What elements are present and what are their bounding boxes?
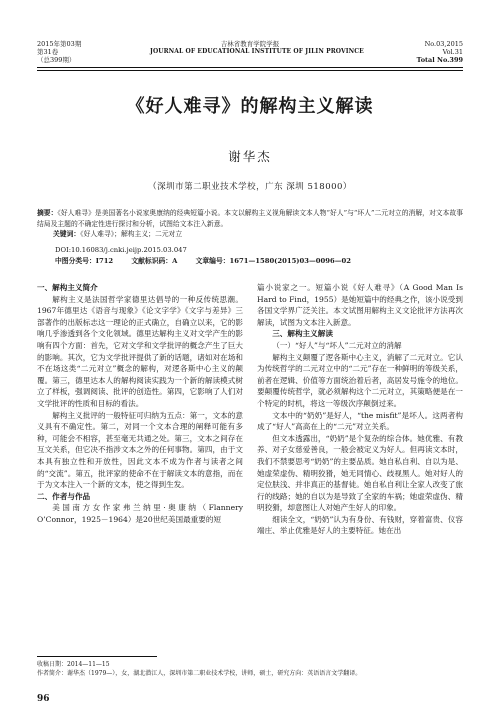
subsection-heading: （一）“好人”与“坏人”二元对立的消解 xyxy=(272,340,402,350)
paragraph: 但文本透露出，“奶奶”是个复杂的综合体。她优雅、有教养、对子女慈爱善良，一般会被定义为好人。但再读文本时，我们不禁要思考“奶奶”的主要品质。她自私自利、自以为是、她虚荣虚伪、精明狡猾，她无同情心、歧视黑人。她对好人的定位肤浅、并非真正的基督徒。她自私自利让全家人改变了旅行的线路；她的自以为是导致了全家的车祸；她虚荣虚伪、精明狡猾，却意图让人对她产生好人的印象。 xyxy=(257,433,463,513)
issue-no-en: No.03,2015 xyxy=(424,40,463,48)
paragraph: 篇小说家之一。短篇小说《好人难寻》（A Good Man Is Hard to Find，1955）是她短篇中的经典之作，该小说受到各国文学界广泛关注。本文试图用解构主义文论批评方法再次解读，试图为文本注入新意。 xyxy=(257,283,463,327)
body-column-left xyxy=(37,282,243,525)
header-rule-thin xyxy=(37,70,463,71)
issue-year: 2015年第03期 xyxy=(37,40,82,48)
issue-volume: 第31卷 xyxy=(37,48,59,56)
section-heading: 一、解构主义简介 xyxy=(37,283,98,292)
body-column-right xyxy=(257,282,463,537)
keywords-text: 《好人难寻》；解构主义；二元对立 xyxy=(80,230,183,238)
journal-name xyxy=(150,40,364,56)
paragraph: 细读全文，“奶奶”认为有身份、有钱财，穿着富贵、仪容端庄、举止优雅是好人的主要特征。她在出 xyxy=(257,514,463,536)
document-code: 文献标识码：A xyxy=(131,256,178,265)
issue-info xyxy=(37,40,81,64)
author-bio: 作者简介：谢华杰（1979—），女，湖北潜江人，深圳市第二职业技术学校，讲师，硕士，研究方向：英语语言文学翻译。 xyxy=(37,670,362,677)
section-heading: 二、作者与作品 xyxy=(37,491,91,501)
abstract-label: 摘要： xyxy=(37,209,58,217)
journal-name-en: JOURNAL OF EDUCATIONAL INSTITUTE OF JILIN PROVINCE xyxy=(150,48,364,55)
abstract-text: 《好人难寻》是美国著名小说家奥康纳的经典短篇小说。本文以解构主义视角解读文本人物“好人”与“坏人”二元对立的消解，对文本故事结局及主题的不确定性进行探讨和分析，试图给文本注入新意。 xyxy=(37,209,464,228)
paragraph: 解构主义批评的一般特征可归纳为五点：第一，文本的意义具有不确定性。第二，对同一个文本合理的阐释可能有多种，可能会不相容，甚至毫无共通之处。第三，文本之间存在互文关系，但它决不指涉文本之外的任何事物。第四，由于文本具有独立性和开放性，因此文本不成为作者与读者之间的“交流”。第五，批评家的使命不在于解读文本的意指，而在于为文本注入一个新的文本，使之得到生发。 xyxy=(37,410,243,490)
header-rule-thick xyxy=(37,67,463,68)
article-number: 文章编号：1671—1580(2015)03—0096—02 xyxy=(195,256,351,265)
section-heading: 三、解构主义解读 xyxy=(272,329,333,339)
author-affiliation: （深圳市第二职业技术学校，广东 深圳 518000） xyxy=(148,182,352,192)
paragraph: 美国南方女作家弗兰纳里·奥康纳（Flannery O’Connor，1925－1964）是20世纪美国最重要的短 xyxy=(37,503,243,524)
abstract xyxy=(37,208,463,229)
issue-total-en: Total No.399 xyxy=(416,56,463,64)
footnote xyxy=(37,660,361,678)
clc-number: 中图分类号：I712 xyxy=(55,256,114,265)
page-number: 96 xyxy=(37,694,50,704)
received-date: 收稿日期：2014—11—15 xyxy=(37,661,110,668)
issue-info-en xyxy=(417,40,463,64)
issue-total: （总399期） xyxy=(37,56,76,64)
article-author: 谢华杰 xyxy=(228,149,272,164)
doi: DOI:10.16083/j.cnki.jeijp.2015.03.047 xyxy=(55,246,187,254)
issue-vol-en: Vol.31 xyxy=(442,48,463,56)
paragraph: 文本中的“奶奶”是好人，“the misfit”是坏人。这两者构成了“好人”高高在上的“二元”对立关系。 xyxy=(257,410,463,432)
keywords xyxy=(37,229,463,240)
article-title: 《好人难寻》的解构主义解读 xyxy=(126,96,374,117)
abstract-block xyxy=(37,208,463,240)
article-meta xyxy=(55,245,367,266)
journal-name-cn: 吉林省教育学院学报 xyxy=(220,40,280,48)
paragraph: 解构主义颠覆了逻各斯中心主义，消解了二元对立。它认为传统哲学的二元对立中的“二元”存在一种鲜明的等级关系，前者在逻辑、价值等方面统治着后者，高居发号施令的地位。要颠覆传统哲学，就必须解构这个二元对立，其策略便是在一个特定的时机，将这一等级次序颠倒过来。 xyxy=(257,352,463,408)
keywords-label: 关键词： xyxy=(53,230,81,238)
classification-line xyxy=(55,256,367,267)
footnote-rule xyxy=(37,656,157,657)
paragraph: 解构主义是法国哲学家德里达倡导的一种反传统思潮。1967年德里达《语音与现象》《论文字学》《文字与差异》三部著作的出版标志这一理论的正式确立，自确立以来，它的影响几乎渗透到各个文化领域。德里达解构主义对文学产生的影响有四个方面：首先，它对文学和文学批评的概念产生了巨大的影响。其次，它为文学批评提供了新的话题，诸如对在场和不在场这类“二元对立”概念的解构，对逻各斯中心主义的颠覆。第三，德里达本人的解构阅读实践为一个新的解读模式树立了样板，强调阅读、批评的创造性。第四，它影响了人们对文学批评的性质和目标的看法。 xyxy=(37,294,243,408)
